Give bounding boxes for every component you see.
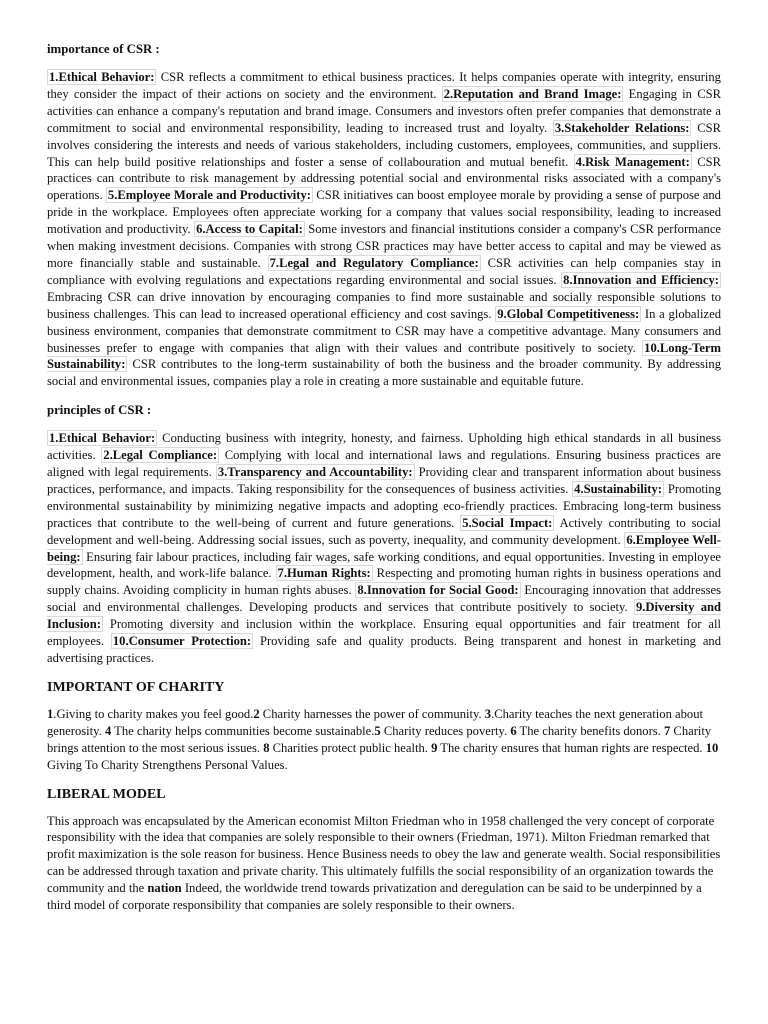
charity-heading: IMPORTANT OF CHARITY xyxy=(47,679,225,695)
importance-item-title: 10.Long-Term Sustainability: xyxy=(47,340,721,372)
principles-item-title: 4.Sustainability: xyxy=(574,481,662,496)
importance-item-text: Engaging in CSR activities can enhance a company's reputation and brand image. Consumers and investors often prefer companies that demonstrate a commitment to social and environmental responsibility, leading to increased trust and loyalty. xyxy=(47,86,721,135)
principles-item-title: 5.Social Impact: xyxy=(462,515,553,530)
importance-item-text: CSR initiatives can boost employee morale by providing a sense of purpose and pride in the workplace. Employees often appreciate working for a company that values social responsibility, leading to increased motivation and productivity. xyxy=(47,188,721,237)
importance-item-title: 5.Employee Morale and Productivity: xyxy=(107,188,311,203)
liberal-text-before: This approach was encapsulated by the American economist Milton Friedman who in 1958 challenged the very concept of corporate responsibility with the idea that companies are solely responsible to their owners (Friedman, 1971). Milton Friedman remarked that profit maximization is the sole reason for business. Hence Business needs to obey the law and generate wealth. Social responsibilities can be addressed through taxation and private charity. This ultimately fulfills the social responsibility of an organization towards the community and the xyxy=(47,813,721,896)
importance-paragraph xyxy=(47,69,721,390)
principles-item-title: 9.Diversity and Inclusion: xyxy=(47,600,722,632)
charity-item-text: Giving To Charity Strengthens Personal Values. xyxy=(47,757,288,772)
importance-heading: importance of CSR : xyxy=(47,42,160,56)
principles-item-text: Promoting environmental sustainability by minimizing negative impacts and adopting eco-friendly practices. Embracing long-term business practices that contribute to the well-being of current and future generations. xyxy=(47,481,721,530)
principles-item-text: Respecting and promoting human rights in business operations and supply chains. Avoiding complicity in human rights abuses. xyxy=(47,566,721,598)
importance-item-text: CSR involves considering the interests and needs of various stakeholders, including customers, employees, communities, and suppliers. This can help build positive relationships and foster a sense of collabouration and mutual benefit. xyxy=(47,120,721,169)
principles-item-text: Providing clear and transparent information about business practices, performance, and impacts. Taking responsibility for the consequences of business activities. xyxy=(47,465,721,496)
liberal-paragraph xyxy=(47,813,721,914)
importance-item-title: 3.Stakeholder Relations: xyxy=(554,120,690,135)
charity-item-number: 7 xyxy=(663,723,671,738)
principles-item-text: Complying with local and international laws and regulations. Ensuring business practices are aligned with legal requirements. xyxy=(47,448,721,480)
principles-item-text: Encouraging innovation that addresses social and environmental challenges. Developing products and services that contribute positively to society. xyxy=(47,583,722,615)
charity-item-number: 6 xyxy=(510,723,517,738)
importance-item-text: In a globalized business environment, companies that demonstrate commitment to CSR may have a competitive advantage. Many consumers and businesses prefer to engage with companies that align with their values and contribute positively to society. xyxy=(47,306,721,355)
principles-heading: principles of CSR : xyxy=(47,403,152,418)
principles-item-text: Actively contributing to social development and well-being. Addressing social issues, such as poverty, inequality, and community development. xyxy=(47,515,721,547)
charity-item-text: The charity benefits donors. xyxy=(516,723,664,738)
charity-item-number: 3 xyxy=(484,706,492,721)
importance-item-title: 1.Ethical Behavior: xyxy=(49,70,155,84)
principles-item-title: 8.Innovation for Social Good: xyxy=(357,583,519,598)
charity-item-text: Charity harnesses the power of community. xyxy=(259,706,485,721)
charity-item-text: .Charity teaches the next generation about generosity. xyxy=(47,706,703,738)
liberal-bold-word: nation xyxy=(147,881,182,896)
importance-item-title: 9.Global Competitiveness: xyxy=(497,306,640,321)
importance-item-text: CSR practices can contribute to risk management by addressing potential social and environmental risks associated with a company's operations. xyxy=(47,154,721,203)
principles-item-title: 6.Employee Well-being: xyxy=(47,532,721,564)
importance-item-title: 8.Innovation and Efficiency: xyxy=(563,272,719,287)
principles-item-title: 10.Consumer Protection: xyxy=(112,634,252,649)
principles-item-text: Promoting diversity and inclusion within the workplace. Ensuring equal opportunities and fair treatment for all employees. xyxy=(47,617,721,649)
importance-item-title: 7.Legal and Regulatory Compliance: xyxy=(269,255,479,270)
importance-item-text: Some investors and financial institutions consider a company's CSR performance when making investment decisions. Companies with strong CSR practices may have better access to capital and may be viewed as more financially stable and sustainable. xyxy=(47,222,722,270)
charity-item-text: Charities protect public health. xyxy=(269,740,432,755)
charity-item-number: 5 xyxy=(374,723,381,738)
charity-item-text: Charity brings attention to the most serious issues. xyxy=(47,723,712,755)
principles-item-title: 2.Legal Compliance: xyxy=(103,448,218,463)
importance-item-text: CSR reflects a commitment to ethical business practices. It helps companies operate with integrity, ensuring they consider the impact of their actions on society and the environment. xyxy=(47,70,721,101)
importance-item-text: Embracing CSR can drive innovation by encouraging companies to find more sustainable and socially responsible solutions to business challenges. This can lead to increased operational efficiency and cost savings. xyxy=(47,289,721,321)
liberal-heading: LIBERAL MODEL xyxy=(47,786,166,802)
importance-item-title: 6.Access to Capital: xyxy=(196,222,303,237)
charity-item-number: 8 xyxy=(263,740,270,755)
importance-item-title: 2.Reputation and Brand Image: xyxy=(443,86,622,101)
principles-item-text: Providing safe and quality products. Being transparent and honest in marketing and advertising practices. xyxy=(47,634,722,665)
principles-paragraph xyxy=(47,430,721,667)
charity-item-text: .Giving to charity makes you feel good. xyxy=(53,706,254,721)
liberal-text-after: Indeed, the worldwide trend towards privatization and deregulation can be said to be underpinned by a third model of corporate responsibility that companies are solely responsible to their owners. xyxy=(47,881,702,913)
principles-item-text: Conducting business with integrity, honesty, and fairness. Upholding high ethical standards in all business activities. xyxy=(47,431,721,463)
importance-item-text: CSR activities can help companies stay in compliance with evolving regulations and expectations regarding environmental and social issues. xyxy=(47,255,721,287)
charity-item-number: 4 xyxy=(104,723,112,738)
charity-item-number: 1 xyxy=(47,706,54,721)
charity-item-text: The charity helps communities become sustainable. xyxy=(111,723,375,738)
importance-item-text: CSR contributes to the long-term sustainability of both the business and the broader community. By addressing social and environmental issues, companies play a role in creating a more sustainable and equitable future. xyxy=(47,357,721,389)
charity-item-text: Charity reduces poverty. xyxy=(380,723,511,738)
charity-paragraph xyxy=(47,706,721,774)
principles-item-title: 1.Ethical Behavior: xyxy=(49,431,156,446)
charity-item-number: 10 xyxy=(705,740,719,755)
charity-item-text: The charity ensures that human rights are respected. xyxy=(437,740,706,755)
principles-item-title: 3.Transparency and Accountability: xyxy=(217,465,413,480)
importance-item-title: 4.Risk Management: xyxy=(575,154,690,169)
principles-item-text: Ensuring fair labour practices, including fair wages, safe working conditions, and equal opportunities. Investing in employee development, health, and work-life balance. xyxy=(47,549,721,581)
principles-item-title: 7.Human Rights: xyxy=(277,566,371,581)
charity-item-number: 9 xyxy=(431,740,438,755)
charity-item-number: 2 xyxy=(253,706,260,721)
